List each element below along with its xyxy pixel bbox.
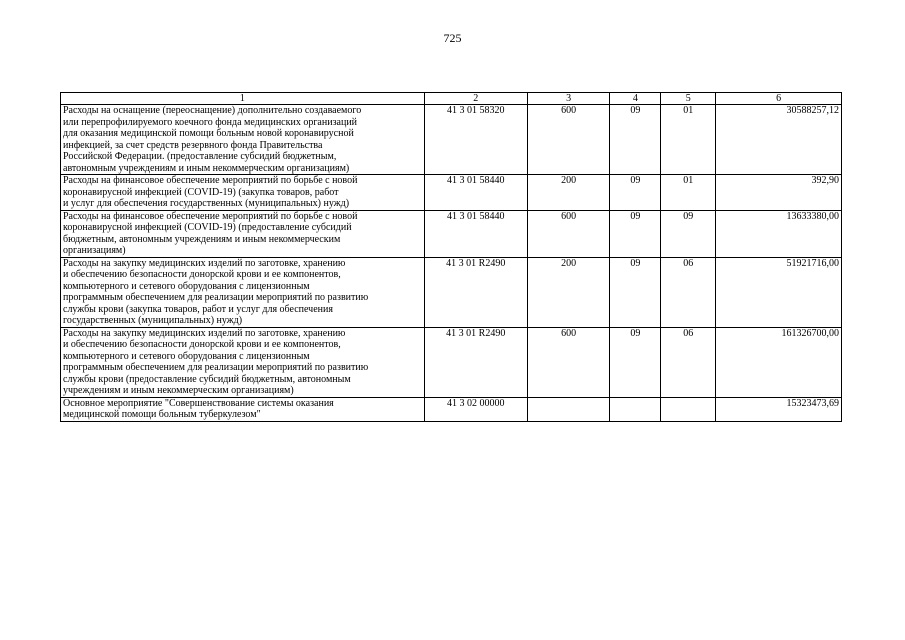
section-code: 09	[610, 257, 661, 327]
expense-type-code: 200	[527, 175, 610, 211]
amount: 51921716,00	[716, 257, 842, 327]
description-line: компьютерного и сетевого оборудования с лицензионным	[63, 280, 310, 292]
table-row	[61, 105, 842, 175]
subsection-code: 09	[661, 210, 716, 257]
row-description	[61, 327, 425, 397]
description-line: и обеспечению безопасности донорской крови и ее компонентов,	[63, 339, 341, 350]
description-line: коронавирусной инфекцией (COVID-19) (закупка товаров, работ	[63, 186, 339, 198]
description-line: или перепрофилируемого коечного фонда медицинских организаций	[63, 116, 358, 128]
amount: 15323473,69	[716, 397, 842, 421]
table-row	[61, 397, 842, 421]
section-code	[610, 397, 661, 421]
subsection-code: 01	[661, 105, 716, 175]
description-line: бюджетным, автономным учреждениям и иным некоммерческим	[63, 233, 341, 245]
table-row	[61, 175, 842, 211]
expense-type-code	[527, 397, 610, 421]
description-line: инфекцией, за счет средств резервного фонда Правительства	[63, 139, 323, 151]
section-code: 09	[610, 175, 661, 211]
description-line: Расходы на закупку медицинских изделий по заготовке, хранению	[63, 257, 346, 269]
target-article-code: 41 3 01 R2490	[424, 257, 527, 327]
amount: 30588257,12	[716, 105, 842, 175]
description-line: государственных (муниципальных) нужд)	[63, 315, 243, 326]
amount: 392,90	[716, 175, 842, 211]
target-article-code: 41 3 01 R2490	[424, 327, 527, 397]
description-line: Расходы на закупку медицинских изделий по заготовке, хранению	[63, 327, 346, 339]
target-article-code: 41 3 01 58440	[424, 210, 527, 257]
expense-type-code: 200	[527, 257, 610, 327]
row-description	[61, 257, 425, 327]
target-article-code: 41 3 02 00000	[424, 397, 527, 421]
description-line: Расходы на финансовое обеспечение мероприятий по борьбе с новой	[63, 210, 358, 222]
row-description	[61, 397, 425, 421]
page-number: 725	[443, 31, 462, 45]
description-line: Расходы на финансовое обеспечение мероприятий по борьбе с новой	[63, 175, 358, 186]
table-row	[61, 257, 842, 327]
row-description	[61, 105, 425, 175]
target-article-code: 41 3 01 58320	[424, 105, 527, 175]
subsection-code: 06	[661, 257, 716, 327]
section-code: 09	[610, 327, 661, 397]
description-line: компьютерного и сетевого оборудования с лицензионным	[63, 350, 310, 362]
section-code: 09	[610, 210, 661, 257]
description-line: организациям)	[63, 245, 126, 256]
description-line: автономным учреждениям и иным некоммерческим организациям)	[63, 162, 350, 174]
amount: 161326700,00	[716, 327, 842, 397]
description-line: коронавирусной инфекцией (COVID-19) (предоставление субсидий	[63, 222, 352, 233]
table-row	[61, 210, 842, 257]
row-description	[61, 210, 425, 257]
expense-type-code: 600	[527, 210, 610, 257]
section-code: 09	[610, 105, 661, 175]
description-line: для оказания медицинской помощи больным новой коронавирусной	[63, 128, 354, 139]
column-header: 4	[610, 93, 661, 105]
target-article-code: 41 3 01 58440	[424, 175, 527, 211]
column-header: 1	[61, 93, 425, 105]
description-line: медицинской помощи больным туберкулезом"	[63, 409, 261, 420]
column-header: 5	[661, 93, 716, 105]
column-header: 2	[424, 93, 527, 105]
description-line: учреждениям и иным некоммерческим организациям)	[63, 385, 294, 396]
description-line: службы крови (предоставление субсидий бюджетным, автономным	[63, 373, 351, 385]
row-description	[61, 175, 425, 211]
column-header: 3	[527, 93, 610, 105]
description-line: и услуг для обеспечения государственных (муниципальных) нужд)	[63, 198, 350, 209]
description-line: Основное мероприятие "Совершенствование системы оказания	[63, 397, 334, 409]
subsection-code: 01	[661, 175, 716, 211]
budget-table	[60, 92, 842, 422]
subsection-code	[661, 397, 716, 421]
table-row	[61, 327, 842, 397]
description-line: программным обеспечением для реализации мероприятий по развитию	[63, 362, 369, 373]
description-line: программным обеспечением для реализации мероприятий по развитию	[63, 292, 369, 303]
amount: 13633380,00	[716, 210, 842, 257]
description-line: службы крови (закупка товаров, работ и услуг для обеспечения	[63, 303, 333, 315]
expense-type-code: 600	[527, 105, 610, 175]
table-header-row	[61, 93, 842, 105]
description-line: и обеспечению безопасности донорской крови и ее компонентов,	[63, 269, 341, 280]
description-line: Расходы на оснащение (переоснащение) дополнительно создаваемого	[63, 105, 362, 116]
expense-type-code: 600	[527, 327, 610, 397]
column-header: 6	[716, 93, 842, 105]
description-line: Российской Федерации. (предоставление субсидий бюджетным,	[63, 151, 337, 162]
subsection-code: 06	[661, 327, 716, 397]
